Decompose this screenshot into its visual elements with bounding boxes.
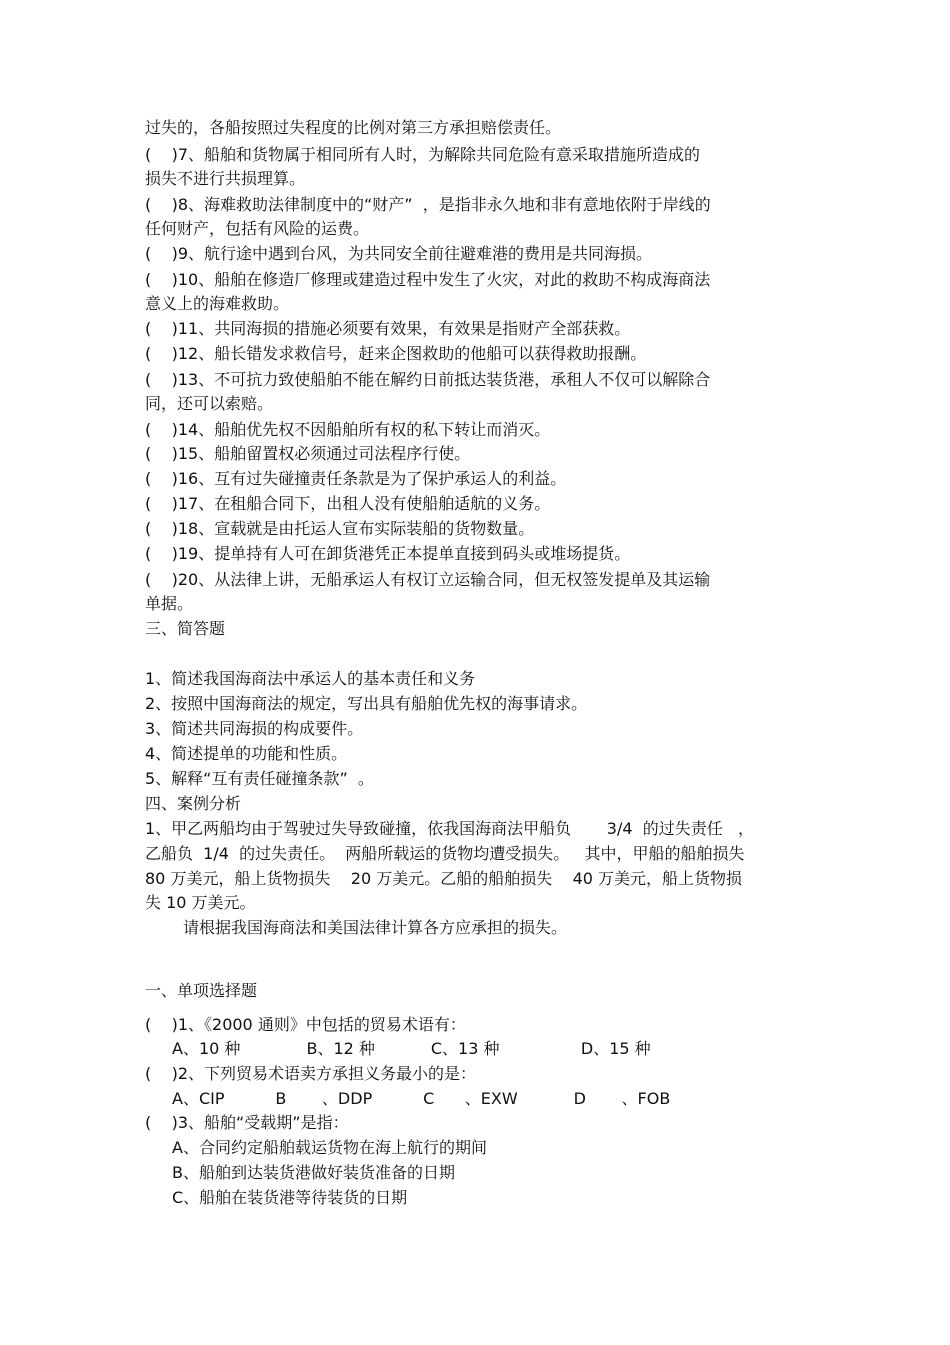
short-answer-item-4: 4、简述提单的功能和性质。 (145, 744, 348, 763)
short-answer-item-2: 2、按照中国海商法的规定，写出具有船舶优先权的海事请求。 (145, 694, 588, 713)
tf-question-17: ( )17、在租船合同下，出租人没有使船舶适航的义务。 (145, 494, 551, 513)
tf-question-20: ( )20、从法律上讲，无船承运人有权订立运输合同，但无权签发提单及其运输 (145, 570, 711, 589)
tf-question-7-cont: 损失不进行共损理算。 (145, 169, 306, 188)
mc-question-3-option-c: C、船舶在装货港等待装货的日期 (172, 1188, 408, 1207)
tf-question-14: ( )14、船舶优先权不因船舶所有权的私下转让而消灭。 (145, 420, 551, 439)
case-analysis-heading: 四、案例分析 (145, 794, 242, 813)
tf-question-19: ( )19、提单持有人可在卸货港凭正本提单直接到码头或堆场提货。 (145, 544, 631, 563)
mc-question-2-options: A、CIP B 、DDP C 、EXW D 、FOB (172, 1089, 671, 1108)
tf-question-9: ( )9、航行途中遇到台风，为共同安全前往避难港的费用是共同海损。 (145, 244, 653, 263)
tf-question-15: ( )15、船舶留置权必须通过司法程序行使。 (145, 444, 471, 463)
tf-question-10: ( )10、船舶在修造厂修理或建造过程中发生了火灾，对此的救助不构成海商法 (145, 270, 711, 289)
tf-question-12: ( )12、船长错发求救信号，赶来企图救助的他船可以获得救助报酬。 (145, 344, 647, 363)
mc-question-3: ( )3、船舶“受载期”是指： (145, 1113, 349, 1132)
case-line-4: 失 10 万美元。 (145, 893, 256, 912)
mc-question-3-option-b: B、船舶到达装货港做好装货准备的日期 (172, 1163, 455, 1182)
case-question: 请根据我国海商法和美国法律计算各方应承担的损失。 (183, 918, 568, 937)
short-answer-heading: 三、简答题 (145, 619, 226, 638)
tf-question-8-cont: 任何财产，包括有风险的运费。 (145, 219, 370, 238)
single-choice-heading: 一、单项选择题 (145, 981, 258, 1000)
case-line-1: 1、甲乙两船均由于驾驶过失导致碰撞，依我国海商法甲船负 3/4 的过失责任 ， (145, 819, 754, 838)
tf-question-10-cont: 意义上的海难救助。 (145, 294, 290, 313)
mc-question-1: ( )1、《2000 通则》中包括的贸易术语有： (145, 1015, 466, 1034)
mc-question-2: ( )2、下列贸易术语卖方承担义务最小的是： (145, 1064, 477, 1083)
tf-question-8: ( )8、海难救助法律制度中的“财产” ，是指非永久地和非有意地依附于岸线的 (145, 195, 711, 214)
tf-question-11: ( )11、共同海损的措施必须要有效果，有效果是指财产全部获救。 (145, 319, 631, 338)
tf-question-18: ( )18、宣载就是由托运人宣布实际装船的货物数量。 (145, 519, 535, 538)
case-line-3: 80 万美元，船上货物损失 20 万美元。乙船的船舶损失 40 万美元，船上货物损 (145, 869, 743, 888)
case-line-2: 乙船负 1/4 的过失责任。 两船所载运的货物均遭受损失。 其中，甲船的船舶损失 (145, 844, 745, 863)
short-answer-item-1: 1、简述我国海商法中承运人的基本责任和义务 (145, 669, 476, 688)
short-answer-item-5: 5、解释“互有责任碰撞条款” 。 (145, 769, 374, 788)
mc-question-3-option-a: A、合同约定船舶载运货物在海上航行的期间 (172, 1138, 487, 1157)
tf-question-20-cont: 单据。 (145, 594, 194, 613)
short-answer-item-3: 3、简述共同海损的构成要件。 (145, 719, 364, 738)
mc-question-1-options: A、10 种 B、12 种 C、13 种 D、15 种 (172, 1039, 651, 1058)
tf-question-13-cont: 同，还可以索赔。 (145, 394, 274, 413)
tf-question-16: ( )16、互有过失碰撞责任条款是为了保护承运人的利益。 (145, 469, 567, 488)
tf-question-7: ( )7、船舶和货物属于相同所有人时，为解除共同危险有意采取措施所造成的 (145, 145, 701, 164)
tf-question-13: ( )13、不可抗力致使船舶不能在解约日前抵达装货港，承租人不仅可以解除合 (145, 370, 711, 389)
tf-continuation: 过失的，各船按照过失程度的比例对第三方承担赔偿责任。 (145, 118, 562, 137)
